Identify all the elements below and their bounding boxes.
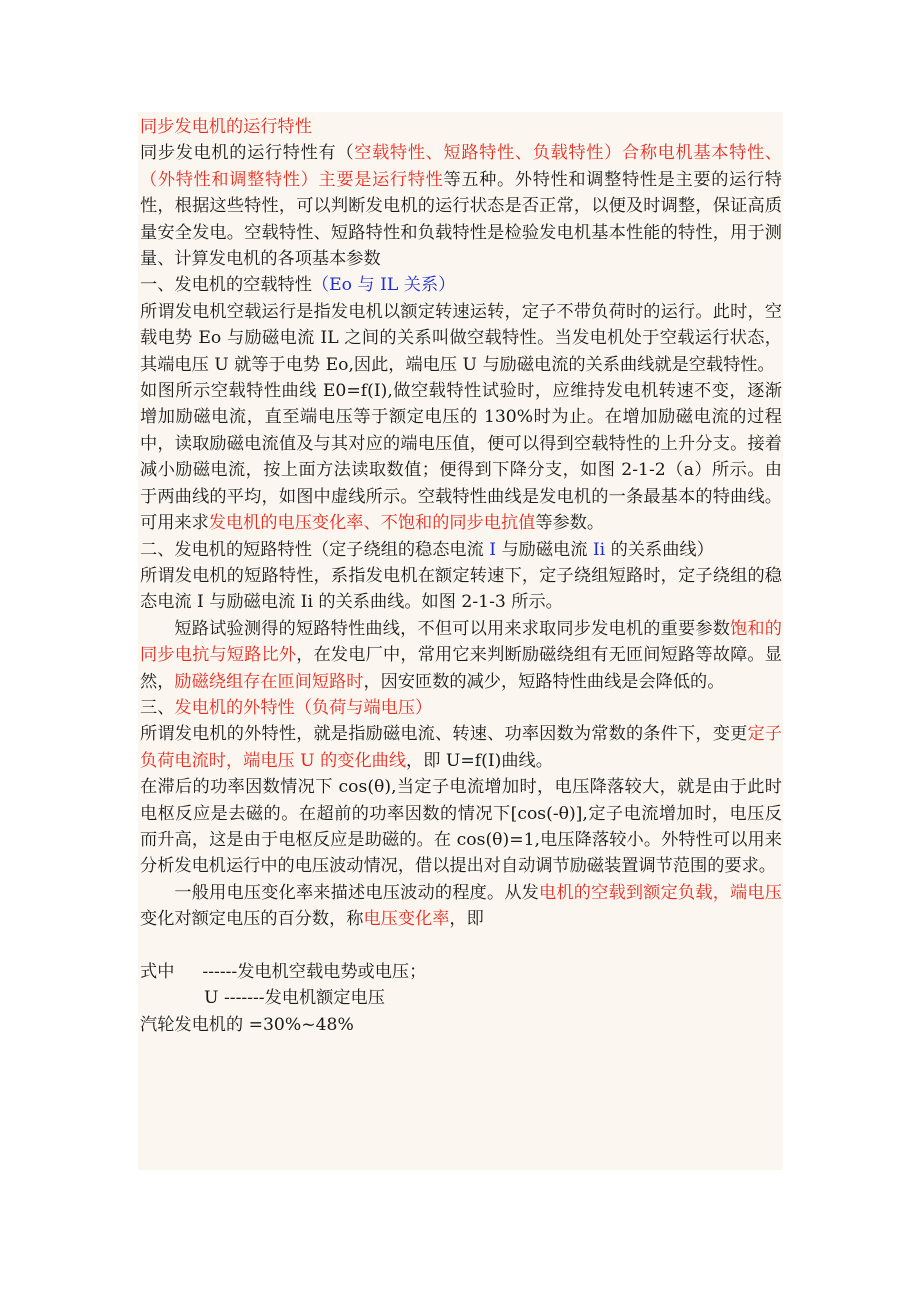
section-1-heading: 一、发电机的空载特性（Eo 与 IL 关系） [140, 275, 456, 296]
formula-line-2: U -------发电机额定电压 [204, 988, 385, 1009]
intro-paragraph: 同步发电机的运行特性有（空载特性、短路特性、负载特性）合称电机基本特性、（外特性和调整特性）主要是运行特性等五种。外特性和调整特性是主要的运行特性，根据这些特性，可以判断发电机的运行状态是否正常，以便及时调整，保证高质量安全发电。空载特性、短路特性和负载特性是检验发电机基本性能的特性，用于测量、计算发电机的各项基本参数 [140, 143, 782, 270]
formula-gap [140, 933, 782, 959]
formula-line-1: 式中 ------发电机空载电势或电压； [140, 961, 427, 982]
formula-line-3: 汽轮发电机的 =30%~48% [140, 1014, 354, 1035]
section-3-para-3: 一般用电压变化率来描述电压波动的程度。从发电机的空载到额定负载，端电压变化对额定电压的百分数，称电压变化率，即 [140, 882, 782, 930]
section-2-para-1: 所谓发电机的短路特性，系指发电机在额定转速下，定子绕组短路时，定子绕组的稳态电流 I 与励磁电流 Ii 的关系曲线。如图 2-1-3 所示。 [140, 565, 782, 613]
document-body [140, 114, 782, 1038]
section-3-para-1: 所谓发电机的外特性，就是指励磁电流、转速、功率因数为常数的条件下，变更定子负荷电流时，端电压 U 的变化曲线，即 U=f(I)曲线。 [140, 724, 782, 771]
section-2-heading: 二、发电机的短路特性（定子绕组的稳态电流 I 与励磁电流 Ii 的关系曲线） [140, 539, 714, 560]
section-3-heading: 三、发电机的外特性（负荷与端电压） [140, 697, 433, 718]
doc-title: 同步发电机的运行特性 [140, 117, 312, 137]
section-1-para-2: 如图所示空载特性曲线 E0=f(I),做空载特性试验时，应维持发电机转速不变，逐渐增加励磁电流，直至端电压等于额定电压的 130%时为止。在增加励磁电流的过程中，读取励磁电流值及与其对应的端电压值，便可以得到空载特性的上升分支。接着减小励磁电流，按上面方法读取数值；便得到下降分支，如图 2-1-2（a）所示。由于两曲线的平均，如图中虚线所示。空载特性曲线是发电机的一条最基本的特曲线。可用来求发电机的电压变化率、不饱和的同步电抗值等参数。 [140, 381, 782, 534]
section-1-para-1: 所谓发电机空载运行是指发电机以额定转速运转，定子不带负荷时的运行。此时，空载电势 Eo 与励磁电流 IL 之间的关系叫做空载特性。当发电机处于空载运行状态，其端电压 U 就等于电势 Eo,因此，端电压 U 与励磁电流的关系曲线就是空载特性。 [140, 301, 782, 375]
section-2-para-2: 短路试验测得的短路特性曲线，不但可以用来求取同步发电机的重要参数饱和的同步电抗与短路比外，在发电厂中，常用它来判断励磁绕组有无匝间短路等故障。显然，励磁绕组存在匝间短路时，因安匝数的减少，短路特性曲线是会降低的。 [140, 618, 782, 692]
section-3-para-2: 在滞后的功率因数情况下 cos(θ),当定子电流增加时，电压降落较大，就是由于此时电枢反应是去磁的。在超前的功率因数的情况下[cos(-θ)],定子电流增加时，电压反而升高，这是由于电枢反应是助磁的。在 cos(θ)=1,电压降落较小。外特性可以用来分析发电机运行中的电压波动情况，借以提出对自动调节励磁装置调节范围的要求。 [140, 777, 782, 877]
